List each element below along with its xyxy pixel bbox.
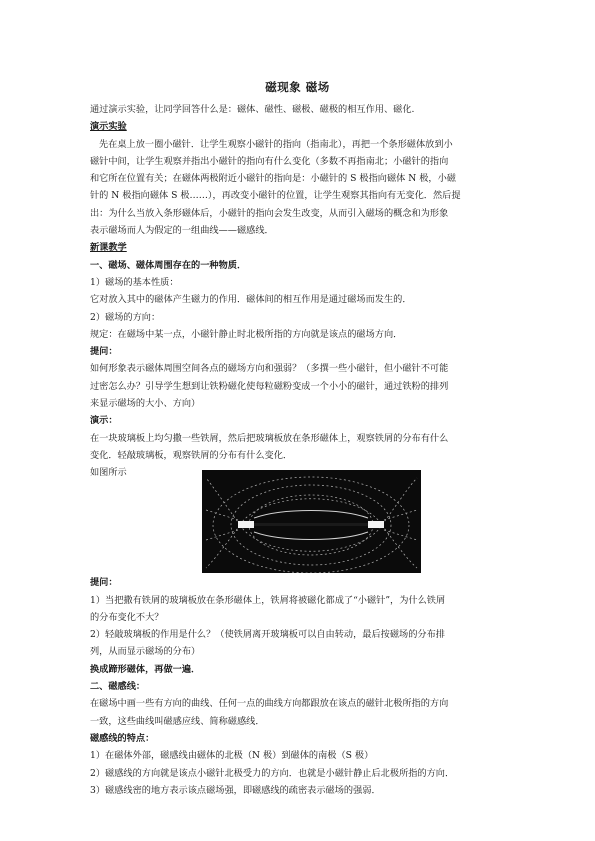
question-two-line: 的分布变化不大？ (90, 611, 164, 623)
demo-line: 针的 N 极指向磁体 S 极……），再改变小磁针的位置，让学生观察其指向有无变化．然后提 (90, 190, 461, 202)
feature-item: 1）在磁体外部，磁感线由磁体的北极（N 极）到磁体的南极（S 极） (90, 750, 374, 762)
demo-line: 先在桌上放一圈小磁针．让学生观察小磁针的指向（指南北），再把一个条形磁体放到小 (99, 138, 453, 150)
section-two-title: 二、磁感线： (90, 681, 146, 693)
demo-two-line: 在一块玻璃板上均匀撒一些铁屑，然后把玻璃板放在条形磁体上，观察铁屑的分布有什么 (90, 432, 449, 444)
question-one-line: 过密怎么办？引导学生想到让铁粉磁化使每粒磁粉变成一个小小的磁针，通过铁粉的排列 (90, 380, 449, 392)
redo-instruction: 换成蹄形磁体，再做一遍． (90, 663, 201, 675)
feature-item: 2）磁感线的方向就是该点小磁针北极受力的方向．也就是小磁针静止后北极所指的方向． (90, 767, 455, 779)
section-two-line: 在磁场中画一些有方向的曲线、任何一点的曲线方向都跟放在该点的磁针北极所指的方向 (90, 698, 449, 710)
question-one-line: 来显示磁场的大小、方向） (90, 398, 201, 410)
features-heading: 磁感线的特点： (90, 732, 155, 744)
document-body (90, 101, 510, 799)
demo-line: 出：为什么当放入条形磁体后，小磁针的指向会发生改变，从而引入磁场的概念和为形象 (90, 207, 449, 219)
question-one-line: 如何形象表示磁体周围空间各点的磁场方向和强弱？（多撰一些小磁针，但小磁针不可能 (90, 363, 449, 375)
demo-two-line: 变化．轻敲玻璃板，观察铁屑的分布有什么变化． (90, 449, 293, 461)
iron-filings-figure (202, 470, 421, 573)
section-one-title: 一、磁场、磁体周围存在的一种物质． (90, 259, 247, 271)
lesson-heading: 新课教学 (90, 242, 127, 254)
demo-line: 和它所在位置有关；在磁体两极附近小磁针的指向是：小磁针的 S 极指向磁体 N 极，小磁 (90, 173, 456, 185)
page-title: 磁现象 磁场 (265, 80, 330, 94)
question-two-line: 1）当把撒有铁屑的玻璃板放在条形磁体上，铁屑将被磁化都成了“小磁针”，为什么铁屑 (90, 594, 446, 606)
intro-text: 通过演示实验，让同学回答什么是：磁体、磁性、磁极、磁极的相互作用、磁化. (90, 104, 415, 115)
question-two-line: 列，从而显示磁场的分布） (90, 646, 201, 658)
section-two-line: 一致，这些曲线叫磁感应线、简称磁感线． (90, 715, 265, 727)
demo-line: 磁针中间，让学生观察并指出小磁针的指向有什么变化（多数不再指南北；小磁针的指向 (90, 155, 449, 167)
question-two-line: 2）轻敲玻璃板的作用是什么？（使铁屑离开玻璃板可以自由转动，最后按磁场的分布排 (90, 629, 445, 641)
question-one-heading: 提问： (90, 346, 118, 358)
feature-item: 3）磁感线密的地方表示该点磁场强，即磁感线的疏密表示磁场的强弱． (90, 784, 381, 796)
iron-filings-image (202, 470, 421, 573)
demo-heading: 演示实验 (90, 121, 127, 133)
item-two-text: 规定：在磁场中某一点，小磁针静止时北极所指的方向就是该点的磁场方向． (90, 328, 403, 340)
item-two-label: 2）磁场的方向： (90, 311, 161, 323)
demo-two-heading: 演示： (90, 415, 118, 427)
item-one-text: 它对放入其中的磁体产生磁力的作用．磁体间的相互作用是通过磁场而发生的． (90, 294, 412, 306)
figure-caption: 如图所示 (90, 467, 127, 479)
figure-row (90, 464, 510, 574)
item-one-label: 1）磁场的基本性质： (90, 276, 179, 288)
question-two-heading: 提问： (90, 577, 118, 589)
demo-line: 表示磁场而人为假定的一组曲线——磁感线． (90, 225, 274, 237)
